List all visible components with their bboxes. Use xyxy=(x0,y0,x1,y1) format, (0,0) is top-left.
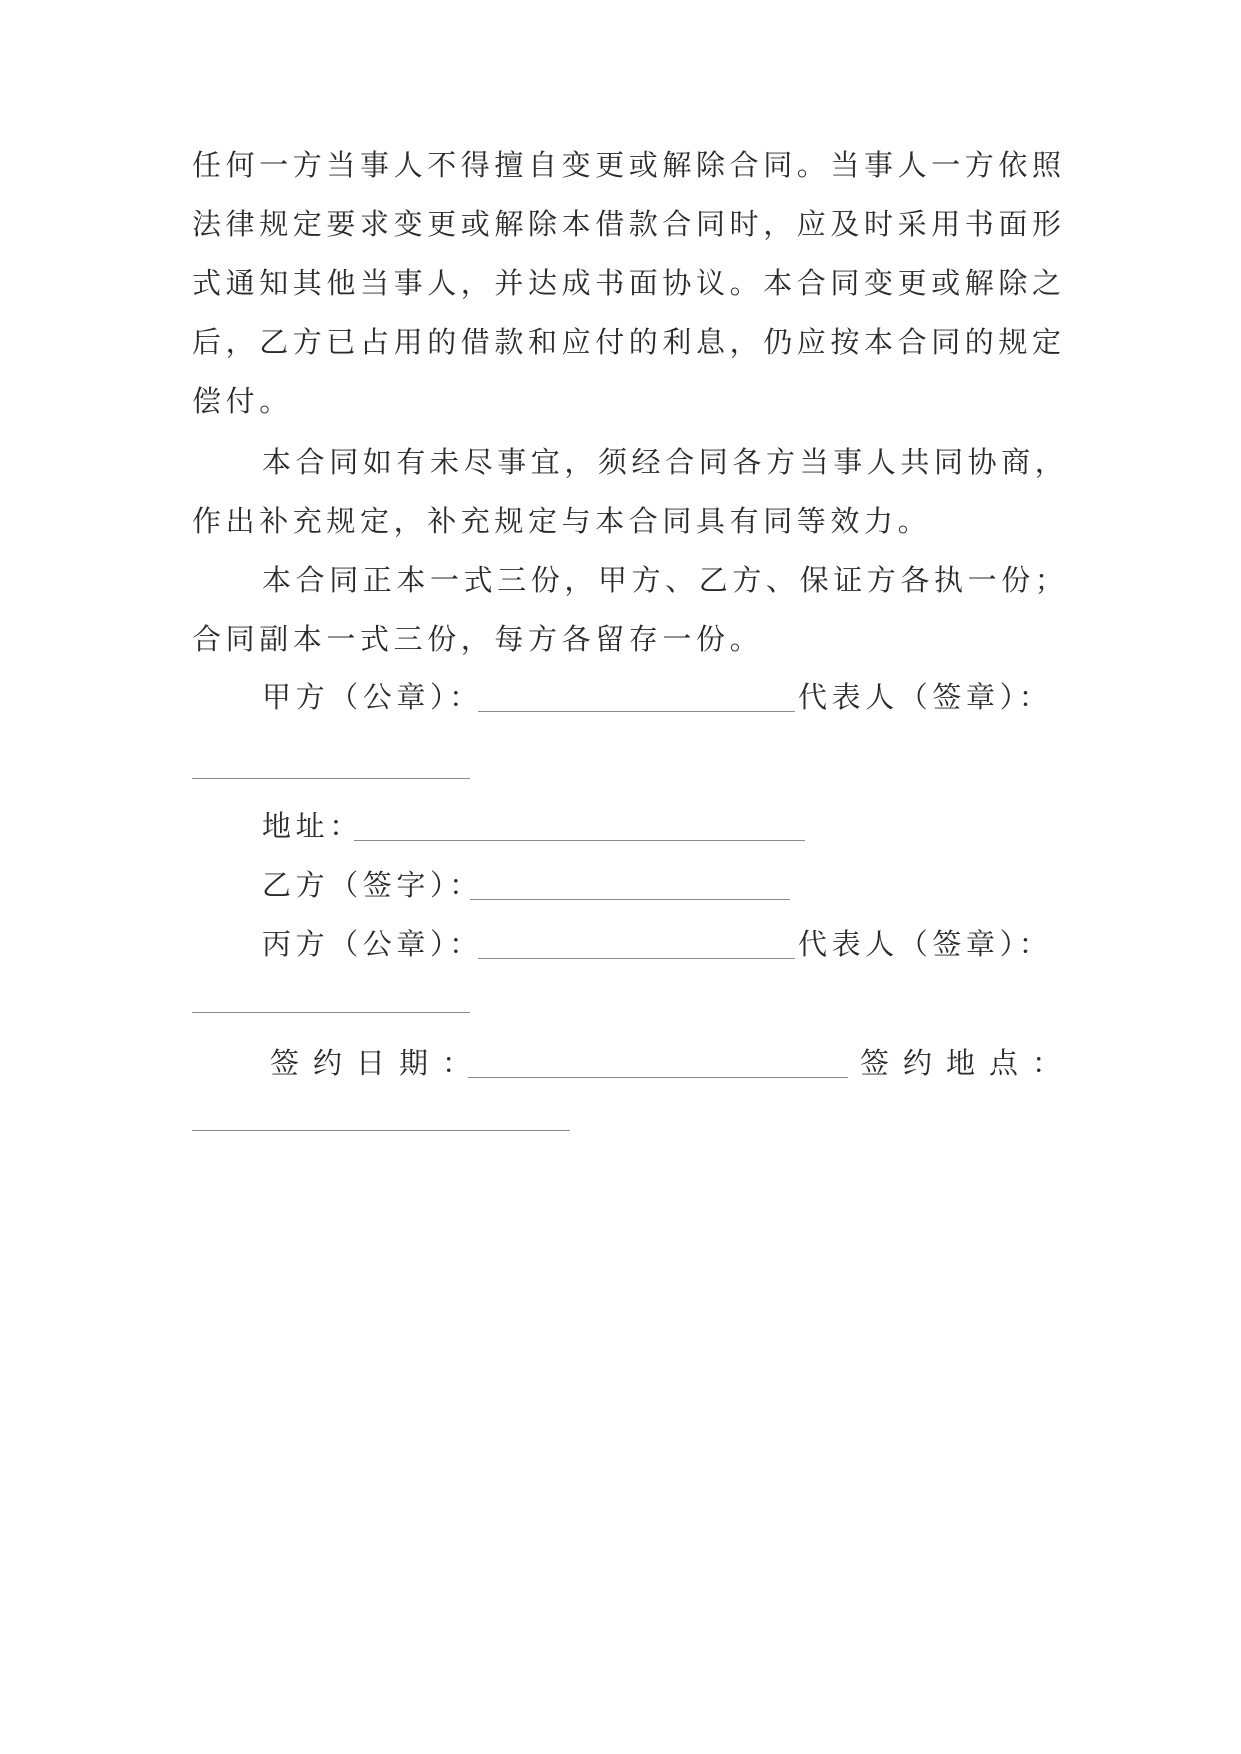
paragraph-line: 式通知其他当事人，并达成书面协议。本合同变更或解除之 xyxy=(192,266,1066,300)
sign-date-label: 签约日期： xyxy=(270,1046,486,1080)
paragraph-line: 本合同如有未尽事宜，须经合同各方当事人共同协商， xyxy=(262,445,1069,479)
paragraph-line: 本合同正本一式三份，甲方、乙方、保证方各执一份； xyxy=(262,563,1069,597)
paragraph-line: 作出补充规定，补充规定与本合同具有同等效力。 xyxy=(192,504,932,538)
address-line xyxy=(262,804,822,848)
sign-date-field[interactable] xyxy=(468,1077,848,1078)
party-b-label: 乙方（签字）： xyxy=(262,868,483,902)
paragraph-line: 偿付。 xyxy=(192,384,293,418)
party-b-signature-field[interactable] xyxy=(470,899,790,900)
party-a-rep-label: 代表人（签章）： xyxy=(798,680,1053,714)
party-a-seal-field[interactable] xyxy=(478,711,795,712)
sign-place-field[interactable] xyxy=(192,1130,570,1131)
address-field[interactable] xyxy=(354,840,805,841)
address-label: 地址： xyxy=(262,809,363,843)
paragraph-line: 任何一方当事人不得擅自变更或解除合同。当事人一方依照 xyxy=(192,148,1066,182)
party-a-line xyxy=(262,675,1062,719)
party-c-line xyxy=(262,922,1062,966)
party-c-rep-signature-field[interactable] xyxy=(192,1012,470,1013)
signing-line xyxy=(270,1041,1076,1085)
paragraph-line: 法律规定要求变更或解除本借款合同时，应及时采用书面形 xyxy=(192,207,1066,241)
paragraph-line: 后，乙方已占用的借款和应付的利息，仍应按本合同的规定 xyxy=(192,325,1066,359)
party-c-seal-field[interactable] xyxy=(478,958,795,959)
party-a-rep-signature-field[interactable] xyxy=(192,778,470,779)
party-a-label: 甲方（公章）： xyxy=(262,680,483,714)
party-c-rep-label: 代表人（签章）： xyxy=(798,927,1053,961)
paragraph-line: 合同副本一式三份，每方各留存一份。 xyxy=(192,622,764,656)
party-b-line xyxy=(262,863,822,907)
sign-place-label: 签约地点： xyxy=(860,1046,1076,1080)
party-c-label: 丙方（公章）： xyxy=(262,927,483,961)
